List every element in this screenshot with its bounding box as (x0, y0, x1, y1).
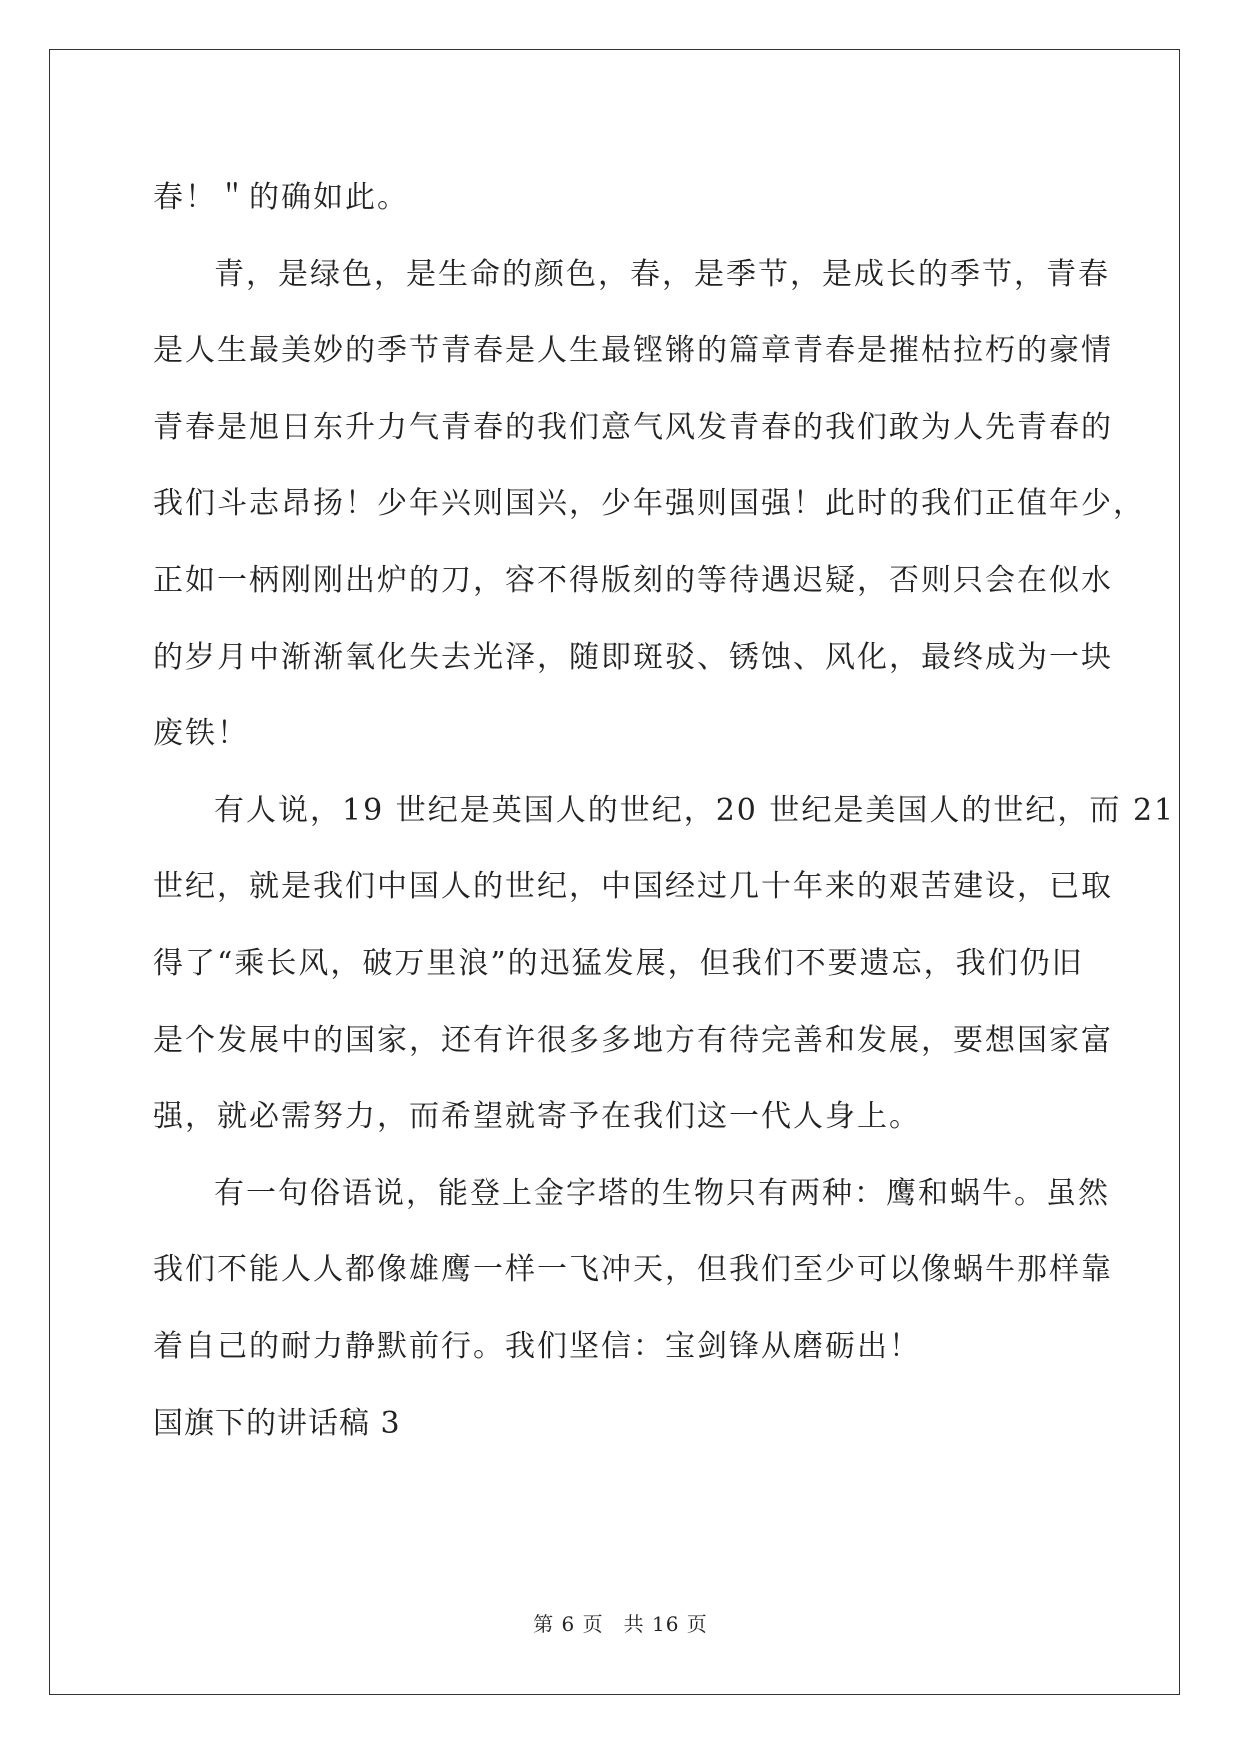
text-line: 我们不能人人都像雄鹰一样一飞冲天，但我们至少可以像蜗牛那样靠 (153, 1252, 1113, 1288)
text-line: 春！＂的确如此。 (153, 180, 409, 215)
text-line: 青春是旭日东升力气青春的我们意气风发青春的我们敢为人先青春的 (153, 409, 1113, 445)
page-total: 共 16 页 (623, 1612, 708, 1636)
text-line: 是个发展中的国家，还有许很多多地方有待完善和发展，要想国家富 (153, 1022, 1113, 1058)
text-line: 正如一柄刚刚出炉的刀，容不得版刻的等待遇迟疑，否则只会在似水 (153, 562, 1113, 598)
text-line: 我们斗志昂扬！少年兴则国兴，少年强则国强！此时的我们正值年少， (153, 486, 1145, 522)
text-line: 世纪，就是我们中国人的世纪，中国经过几十年来的艰苦建设，已取 (153, 869, 1113, 905)
text-line: 着自己的耐力静默前行。我们坚信：宝剑锋从磨砺出！ (153, 1328, 921, 1364)
page-number: 第 6 页 (533, 1612, 604, 1636)
text-line: 得了“乘长风，破万里浪”的迅猛发展，但我们不要遗忘，我们仍旧 (153, 945, 1084, 981)
document-body (153, 160, 1176, 1462)
text-line: 有人说，19 世纪是英国人的世纪，20 世纪是美国人的世纪，而 21 (214, 792, 1176, 828)
section-heading: 国旗下的讲话稿 3 (153, 1405, 401, 1441)
text-line: 青，是绿色，是生命的颜色，春，是季节，是成长的季节，青春 (214, 256, 1110, 292)
text-line: 是人生最美妙的季节青春是人生最铿锵的篇章青春是摧枯拉朽的豪情 (153, 333, 1113, 369)
text-line: 的岁月中渐渐氧化失去光泽，随即斑驳、锈蚀、风化，最终成为一块 (153, 639, 1113, 675)
page-footer (0, 1608, 1241, 1637)
text-line: 废铁！ (153, 716, 249, 752)
text-line: 强，就必需努力，而希望就寄予在我们这一代人身上。 (153, 1099, 921, 1135)
text-line: 有一句俗语说，能登上金字塔的生物只有两种：鹰和蜗牛。虽然 (214, 1175, 1110, 1211)
